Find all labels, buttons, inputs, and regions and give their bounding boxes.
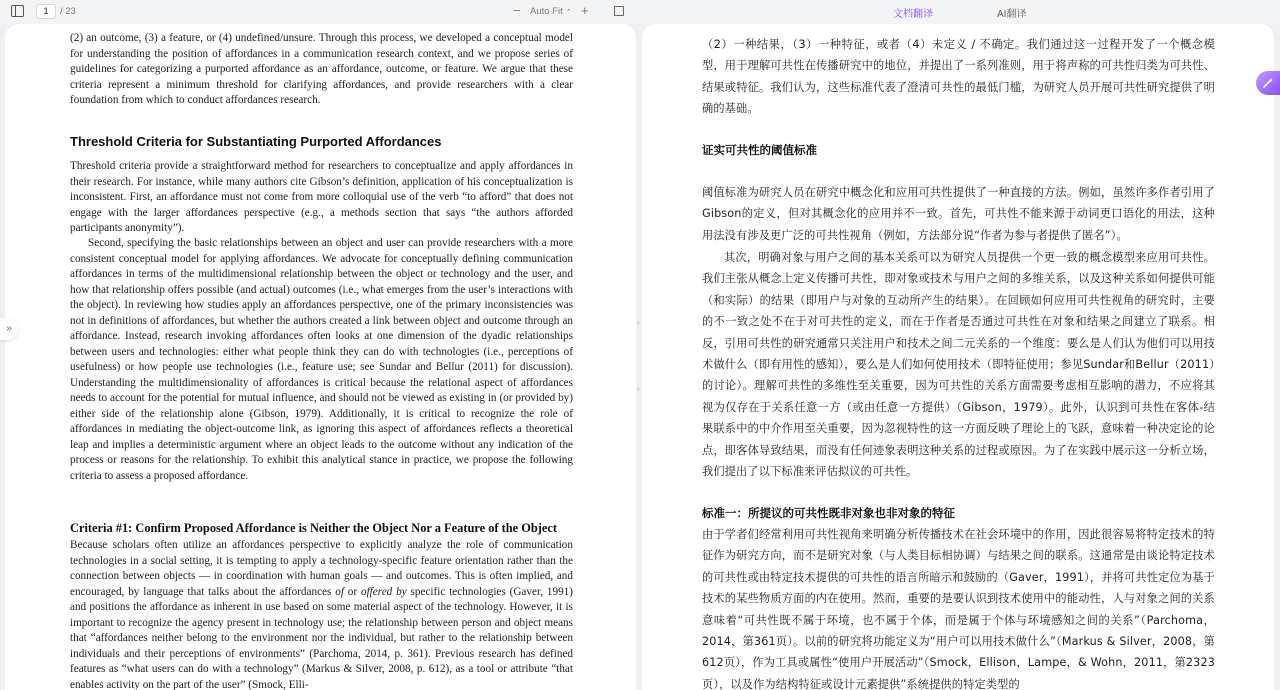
intro-paragraph: (2) an outcome, (3) a feature, or (4) undefined/unsure. Through this process, we developed a conceptual model for understanding the position of affordances in a communication research context, and we propose series of guidelines for categorizing a purported affordance as an affordance, outcome, or feature. We argue that these criteria represent a minimum threshold for clarifying affordances, and provide researchers with a clear foundation from which to conduct affordances research. [70,32,573,106]
criteria-1-paragraph: Because scholars often utilize an affordances perspective to explicitly analyze the role of communication technologies in a social setting, it is tempting to apply a technology-specific feature orientation rather than the connection between objects — in coordination with human goals — and outcomes. This is often implied, and encouraged, by language that talks about the affordances of or offered by specific technologies (Gaver, 1991) and positions the affordance as inherent in use based on some material aspect of the technology. However, it is important to recognize the agency present in technology use; the relationship between person and object means that “affordances neither belong to the environment nor the individual, but rather to the relationship between individuals and their perceptions of environments” (Parchoma, 2014, p. 361). Previous research has defined features as “what users can do with a technology” (Markus & Silver, 2008, p. 612), as a tool or attribute “that enables activity on the part of the user” (Smock, Elli- [70,539,573,690]
tab-document-translation[interactable]: 文档翻译 [893,9,933,20]
section-heading-threshold: Threshold Criteria for Substantiating Purported Affordances [70,134,442,149]
zoom-select[interactable] [530,6,572,17]
gutter-arrow-icon[interactable]: ‹ [637,318,640,327]
ai-assistant-button[interactable] [1256,71,1280,95]
intro-paragraph-translated: （2）一种结果，（3）一种特征，或者（4）未定义 / 不确定。我们通过这一过程开发了一个概念模型，用于理解可共性在传播研究中的地位，并提出了一系列准则，用于将声称的可共性归类为可共性、结果或特征。我们认为，这些标准代表了澄清可共性的最低门槛，为研究人员开展可共性研究提供了明确的基础。 [702,38,1215,116]
chevron-icon: ⌃ [565,9,572,16]
section-heading-threshold-translated: 证实可共性的阈值标准 [702,143,817,157]
original-page [5,24,636,690]
translated-page [642,24,1274,690]
threshold-paragraph-1-translated: 阈值标准为研究人员在研究中概念化和应用可共性提供了一种直接的方法。例如，虽然许多作者引用了Gibson的定义，但对其概念化的应用并不一致。首先，可共性不能来源于动词更口语化的用法，这种用法没有涉及更广泛的可共性视角（例如，方法部分说“作者为参与者提供了匿名”）。 [702,186,1215,242]
sidebar-toggle-icon[interactable] [11,5,24,17]
section-heading-criteria-1: Criteria #1: Confirm Proposed Affordance is Neither the Object Nor a Feature of the Object [70,521,558,535]
zoom-label: Auto Fit [530,6,563,17]
criteria-1-paragraph-translated: 由于学者们经常利用可共性视角来明确分析传播技术在社会环境中的作用，因此很容易将特定技术的特征作为研究方向，而不是研究对象（与人类目标相协调）与结果之间的联系。这通常是由谈论特定技术的可共性或由特定技术提供的可共性的语言所暗示和鼓励的（Gaver，1991），并将可共性定位为基于技术的某些物质方面的内在使用。然而，重要的是要认识到技术使用中的能动性，人与对象之间的关系意味着“可共性既不属于环境，也不属于个体，而是属于个体与环境感知之间的关系”（Parchoma，2014，第361页）。以前的研究将功能定义为“用户可以用技术做什么”（Markus & Silver，2008，第612页），作为工具或属性“使用户开展活动”（Smock，Ellison，Lampe，& Wohn，2011，第2323页），以及作为结构特征或设计元素提供”系统提供的特定类型的 [702,528,1215,690]
page-number-input[interactable]: 1 [36,4,56,19]
section-heading-criteria-1-translated: 标准一：所提议的可共性既非对象也非对象的特征 [702,506,955,520]
threshold-paragraph-2-translated: 其次，明确对象与用户之间的基本关系可以为研究人员提供一个更一致的概念模型来应用可共性。我们主张从概念上定义传播可共性，即对象或技术与用户之间的多维关系，以及这种关系如何提供可能（和实际）的结果（即用户与对象的互动所产生的结果）。在回顾如何应用可共性视角的研究时，主要的不一致之处不在于对可共性的定义，而在于作者是否通过可共性在对象和结果之间建立了联系。相反，引用可共性的研究通常只关注用户和技术之间二元关系的一个维度：要么是人们认为他们可以用技术做什么（即有用性的感知），要么是人们如何使用技术（即特征使用；参见Sundar和Bellur（2011）的讨论）。理解可共性的多维性至关重要，因为可共性的关系方面需要考虑相互影响的潜力，不应将其视为仅存在于关系任意一方（或由任意一方提供）（Gibson，1979）。此外，认识到可共性在客体-结果联系中的中介作用至关重要，因为忽视特性的这一方面反映了理论上的飞跃，意味着一种决定论的论点，即客体导致结果，而没有任何迹象表明这种关系的过程或原因。为了在实践中展示这一分析立场，我们提出了以下标准来评估拟议的可共性。 [702,251,1215,479]
fit-page-icon[interactable] [614,6,624,16]
magic-wand-icon [1262,77,1274,89]
toolbar [0,0,1280,24]
tab-ai-translation[interactable]: AI翻译 [997,9,1027,20]
zoom-in-button[interactable]: + [581,3,589,18]
threshold-paragraph-1: Threshold criteria provide a straightforward method for researchers to conceptualize and apply affordances in their research. For instance, while many authors cite Gibson’s definition, application of his conceptualization is inconsistent. First, an affordance must not come from more colloquial use of the verb “to afford” that does not engage with the larger affordances perspective (e.g., a methods section that says “the authors afforded participants anonymity”). [70,160,573,234]
zoom-out-button[interactable]: − [513,3,521,18]
expand-panel-button[interactable]: » [0,318,18,340]
page-total: / 23 [60,6,76,17]
threshold-paragraph-2: Second, specifying the basic relationships between an object and user can provide researchers with a more consistent conceptual model for applying affordances. We advocate for conceptually defining communication affordances in terms of the multidimensional relationship between the object or technology and the user, and how that relationship offers possible (and actual) outcomes (i.e., what emerges from the user’s interactions with the object). In reviewing how studies apply an affordances perspective, one of the primary inconsistencies was not in definitions of affordances, but whether the authors created a link between object and outcome through an affordance. Instead, research invoking affordances often looks at one dimension of the dyadic relationships between users and technologies: either what people think they can do with technologies (i.e., perceptions of usefulness) or how people use technologies (i.e., feature use; see Sundar and Bellur (2011) for discussion). Understanding the multidimensionality of affordances is critical because the relational aspect of affordances needs to account for the potential for mutual influence, and should not be viewed as existing in (or provided by) either side of the relationship alone (Gibson, 1979). Additionally, it is critical to recognize the role of affordances in mediating the object-outcome link, as ignoring this aspect of affordances reflects a theoretical leap and implies a deterministic argument where an object leads to the outcome without any indication of the process or reasons for the relationship. To exhibit this analytical stance in practice, we propose the following criteria to assess a proposed affordance. [70,237,573,482]
gutter-arrow-icon[interactable]: ‹ [637,384,640,393]
